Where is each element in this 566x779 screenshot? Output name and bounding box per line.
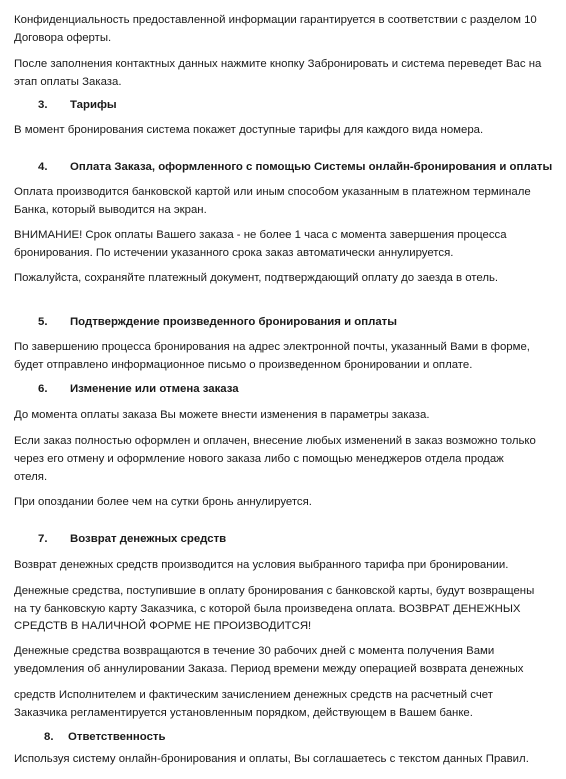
section-number: 6. <box>38 383 48 395</box>
section-heading-6 <box>38 380 239 399</box>
section-title: Подтверждение произведенного бронирования и оплаты <box>70 316 397 328</box>
paragraph-line: отеля. <box>14 471 48 483</box>
paragraph-line: Используя систему онлайн-бронирования и оплаты, Вы соглашаетесь с текстом данных Правил. <box>14 753 529 765</box>
paragraph-line: По завершению процесса бронирования на адрес электронной почты, указанный Вами в форме, <box>14 341 530 353</box>
paragraph-line: В момент бронирования система покажет доступные тарифы для каждого вида номера. <box>14 124 484 136</box>
paragraph-line: Денежные средства возвращаются в течение 30 рабочих дней с момента получения Вами <box>14 645 495 657</box>
section-title: Ответственность <box>68 731 166 743</box>
paragraph-line: этап оплаты Заказа. <box>14 76 122 88</box>
paragraph-line: Конфиденциальность предоставленной информации гарантируется в соответствии с разделом 10 <box>14 14 537 26</box>
paragraph-line: уведомления об аннулировании Заказа. Период времени между операцией возврата денежных <box>14 663 524 675</box>
paragraph-line: средств Исполнителем и фактическим зачислением денежных средств на расчетный счет <box>14 689 493 701</box>
paragraph-line: До момента оплаты заказа Вы можете внести изменения в параметры заказа. <box>14 409 430 421</box>
section-heading-4 <box>38 158 552 177</box>
paragraph-line: Если заказ полностью оформлен и оплачен, внесение любых изменений в заказ возможно только <box>14 435 536 447</box>
section-number: 7. <box>38 533 48 545</box>
section-title: Изменение или отмена заказа <box>70 383 239 395</box>
paragraph-line: Заказчика регламентируется установленным порядком, действующем в Вашем банке. <box>14 707 473 719</box>
section-heading-5 <box>38 313 397 332</box>
section-heading-8 <box>44 728 166 747</box>
paragraph-line: бронирования. По истечении указанного срока заказ автоматически аннулируется. <box>14 247 454 259</box>
paragraph-line: Пожалуйста, сохраняйте платежный документ, подтверждающий оплату до заезда в отель. <box>14 272 499 284</box>
section-title: Возврат денежных средств <box>70 533 227 545</box>
paragraph-line: Договора оферты. <box>14 32 112 44</box>
section-title: Оплата Заказа, оформленного с помощью Системы онлайн-бронирования и оплаты <box>70 161 553 173</box>
paragraph-line: Возврат денежных средств производится на условия выбранного тарифа при бронировании. <box>14 559 509 571</box>
paragraph-line: Денежные средства, поступившие в оплату бронирования с банковской карты, будут возвращены <box>14 585 535 597</box>
paragraph-line: Банка, который выводится на экран. <box>14 204 207 216</box>
section-heading-3 <box>38 96 117 115</box>
paragraph-line: При опоздании более чем на сутки бронь аннулируется. <box>14 496 312 508</box>
section-number: 3. <box>38 99 48 111</box>
paragraph-line: После заполнения контактных данных нажмите кнопку Забронировать и система переведет Вас на <box>14 58 542 70</box>
paragraph-line: на ту банковскую карту Заказчика, с которой была произведена оплата. ВОЗВРАТ ДЕНЕЖНЫХ <box>14 603 521 615</box>
section-number: 5. <box>38 316 48 328</box>
paragraph-line: будет отправлено информационное письмо о произведенном бронировании и оплате. <box>14 359 473 371</box>
section-number: 4. <box>38 161 48 173</box>
section-number: 8. <box>44 731 54 743</box>
paragraph-line: Оплата производится банковской картой или иным способом указанным в платежном терминале <box>14 186 531 198</box>
section-title: Тарифы <box>70 99 117 111</box>
paragraph-line: СРЕДСТВ В НАЛИЧНОЙ ФОРМЕ НЕ ПРОИЗВОДИТСЯ! <box>14 620 312 632</box>
section-heading-7 <box>38 530 226 549</box>
paragraph-line: ВНИМАНИЕ! Срок оплаты Вашего заказа - не более 1 часа с момента завершения процесса <box>14 229 507 241</box>
paragraph-line: через его отмену и оформление нового заказа либо с помощью менеджеров отдела продаж <box>14 453 504 465</box>
